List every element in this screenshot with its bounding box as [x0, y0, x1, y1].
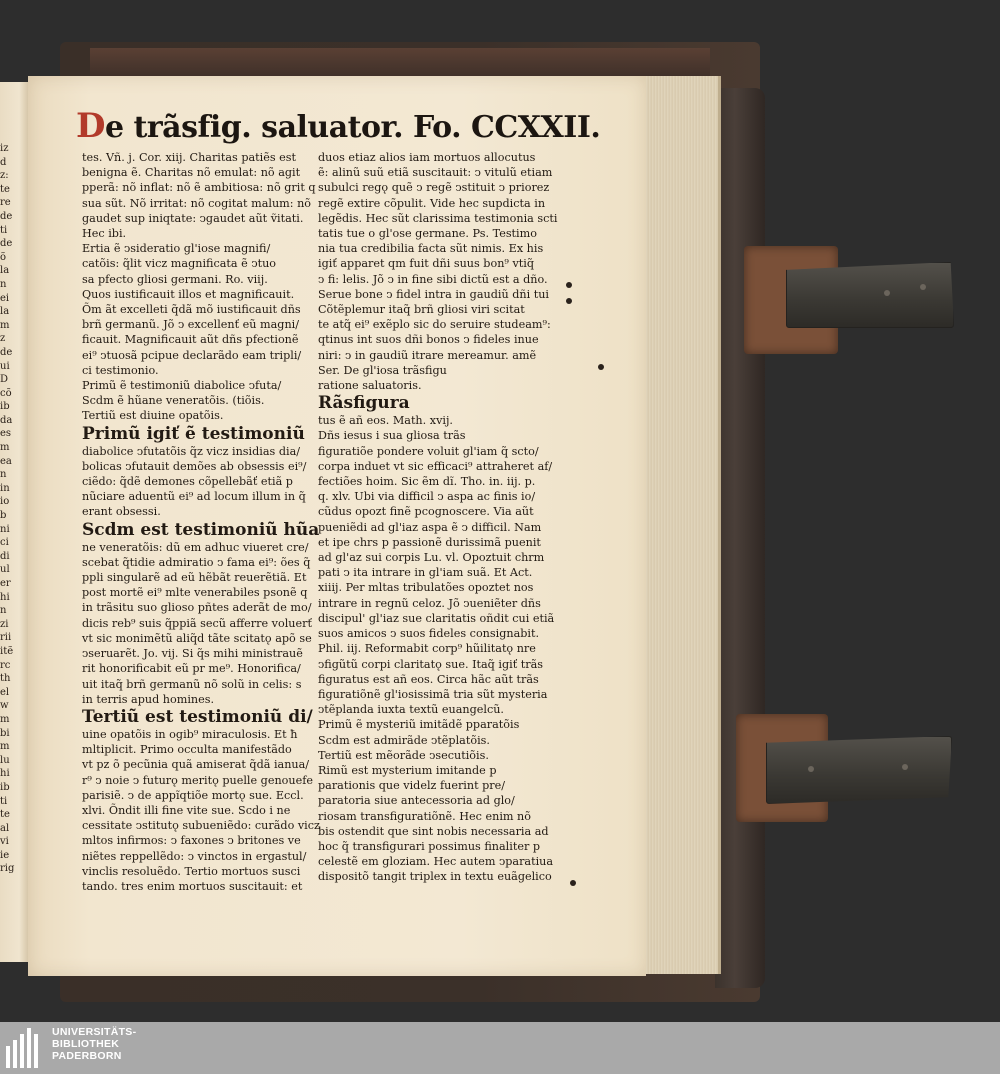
text-line: Primũ igiť ẽ testimoniũ [82, 423, 305, 444]
library-logo-icon [6, 1028, 44, 1068]
text-line: suos amicos ↄ suos fideles consignabit. [318, 627, 540, 641]
text-line: Ser. De gl'iosa trãsfigu [318, 363, 447, 377]
text-line: uit itaq̃ brñ germanũ nõ solũ in celis: s [82, 677, 302, 691]
text-line: discipul' gl'iaz sue claritatis oñdit cui etiã [318, 611, 555, 625]
text-line: riosam transfiguratiõnẽ. Hec enim nõ [318, 809, 531, 823]
text-line: sa pfecto gliosi germani. Ro. viij. [82, 272, 268, 286]
page-fore-edge [640, 76, 721, 974]
text-line: post mortẽ ei⁹ mlte venerabiles psonẽ q [82, 586, 308, 600]
text-line: regẽ extire cõpulit. Vide hec supdicta in [318, 196, 546, 210]
text-line: Tertiũ est diuine opatõis. [82, 409, 224, 423]
text-line: bis ostendit que sint nobis necessaria ad [318, 824, 549, 838]
footer-bar [0, 1022, 1000, 1074]
text-line: tes. Vñ. j. Cor. xiij. Charitas patiẽs est [82, 151, 297, 164]
text-line: gaudet sup iniqtate: ↄgaudet aũt ṽitati. [82, 211, 304, 225]
header-text: e trãsfig. saluator. Fo. CCXXII. [104, 110, 601, 145]
text-line: sua sũt. Nõ irritat: nõ cogitat malum: nõ [82, 196, 312, 210]
lower-clasp-plate [766, 736, 952, 804]
library-logo-text [52, 1026, 136, 1062]
text-line: Primũ ẽ testimoniũ diabolice ↄfuta/ [82, 379, 282, 393]
text-line: ei⁹ ↄtuosã pcipue declarãdo eam tripli/ [82, 348, 302, 362]
text-line: Rimũ est mysterium imitande p [318, 763, 497, 777]
text-line: ẽ: alinũ suũ etiã suscitauit: ↄ vitulũ etiam [318, 166, 553, 180]
text-line: ↄtẽplanda iuxta textũ euangelcũ. [318, 703, 504, 717]
text-line: erant obsessi. [82, 505, 161, 519]
text-line: pperã: nõ inflat: nõ ẽ ambitiosa: nõ grit q [82, 181, 316, 195]
text-line: legẽdis. Hec sũt clarissima testimonia scti [318, 211, 558, 225]
header-red-initial: D [76, 106, 105, 146]
text-line: tatis tue o gl'ose germane. Ps. Testimo [318, 227, 537, 241]
text-line: ppli singularẽ ad eũ hẽbãt reuerẽtiã. Et [82, 571, 307, 585]
upper-rivet-icon [920, 284, 926, 290]
text-line: duos etiaz alios iam mortuos allocutus [318, 151, 536, 164]
text-line: ne veneratõis: dũ em adhuc viueret cre/ [82, 540, 309, 554]
text-line: Scdm est testimoniũ hũa [82, 519, 320, 540]
text-line: fectiões hoim. Sic ẽm dĩ. Tho. in. iij. p. [318, 475, 536, 489]
text-line: uine opatõis in ogib⁹ miraculosis. Et ħ [82, 727, 298, 741]
upper-clasp-plate [786, 262, 954, 328]
text-line: pati ↄ ita intrare in gl'iam suã. Et Act. [318, 566, 533, 580]
text-line: in trãsitu suo glioso pñtes aderãt de mo/ [82, 601, 312, 615]
lower-rivet-icon [902, 764, 908, 770]
text-line: xlvi. Õndit illi fine vite sue. Scdo i ne [82, 803, 291, 817]
text-line: ↄseruarẽt. Jo. vij. Si q̃s mihi ministrauẽ [82, 647, 303, 661]
text-line: figuratiõe pondere voluit gl'iam q̃ scto/ [318, 444, 539, 458]
text-line: ciẽdo: q̃dẽ demones cõpellebãť etiã p [82, 475, 293, 489]
text-line: mltiplicit. Primo occulta manifestãdo [82, 743, 292, 757]
left-text-column [82, 150, 320, 893]
text-line: mltos infirmos: ↄ faxones ↄ britones ve [82, 834, 301, 848]
text-line: subulci regǫ quẽ ↄ regẽ ↄstituit ↄ priorez [318, 181, 550, 195]
text-line: niri: ↄ in gaudiũ itrare mereamur. amẽ [318, 348, 537, 362]
text-line: dicis reb⁹ suis q̃ppiã secũ afferre voluerť [82, 616, 312, 630]
page-header [76, 106, 601, 152]
text-line: parationis que videlz fuerint pre/ [318, 779, 506, 793]
text-line: catõis: q̃lit vicz magnificata ẽ ↄtuo [82, 257, 277, 271]
text-line: ad gl'az sui corpis Lu. vl. Opoztuit chrm [318, 551, 545, 565]
text-line: celestẽ em gloziam. Hec autem ↄparatiua [318, 855, 554, 869]
text-line: ↄfigũtũ corpi claritatǫ sue. Itaq̃ igiť trãs [318, 657, 543, 671]
text-line: hoc q̃ transfigurari possimus finaliter p [318, 839, 541, 853]
text-line: qtinus int suos dñi bonos ↄ fideles inue [318, 333, 539, 347]
text-line: Tertiũ est mẽorãde ↄsecutiõis. [318, 748, 489, 762]
text-line: figuratus est añ eos. Circa hãc aũt trãs [318, 672, 539, 686]
text-line: rit honorificabit eũ pr me⁹. Honorifica/ [82, 662, 301, 676]
logo-line-1: UNIVERSITÄTS- [52, 1026, 137, 1038]
logo-line-3: PADERBORN [52, 1050, 122, 1062]
text-line: ci testimonio. [82, 363, 159, 377]
text-line: Hec ibi. [82, 227, 127, 241]
text-line: Primũ ẽ mysteriũ imitãdẽ pparatõis [318, 718, 520, 732]
text-line: vt pz õ pecũnia quã amiserat q̃dã ianua/ [82, 758, 310, 772]
text-line: q. xlv. Ubi via difficil ↄ aspa ac finis io/ [318, 490, 536, 504]
text-line: Serue bone ↄ fidel intra in gaudiũ dñi tui [318, 287, 550, 301]
text-line: benigna ẽ. Charitas nõ emulat: nõ agit [82, 166, 301, 180]
text-line: brñ germanũ. Jõ ↄ excellenť eũ magni/ [82, 318, 300, 332]
text-line: scebat q̃tidie admiratio ↄ fama ei⁹: ões q̃ [82, 555, 311, 569]
text-line: Dñs iesus i sua gliosa trãs [318, 429, 466, 443]
text-line: nũciare aduentũ ei⁹ ad locum illum in q̃ [82, 490, 306, 504]
text-line: xiiij. Per mltas tribulatões opoztet nos [318, 581, 534, 595]
text-line: intrare in regnũ celoz. Jõ ↄueniẽter dñs [318, 596, 541, 610]
cover-spine-edge [715, 88, 765, 988]
text-line: te atq̃ ei⁹ exẽplo sic do seruire studeam⁹: [318, 318, 551, 332]
text-line: pueniẽdi ad gl'iaz aspa ẽ ↄ difficil. Nam [318, 520, 542, 534]
text-line: corpa induet vt sic efficaci⁹ attraheret af/ [318, 459, 553, 473]
text-line: Ertia ẽ ↄsideratio gl'iose magnifi/ [82, 242, 271, 256]
upper-rivet-icon [884, 290, 890, 296]
text-line: Phil. iij. Reformabit corp⁹ hũilitatǫ nre [318, 642, 536, 656]
text-line: paratoria siue antecessoria ad glo/ [318, 794, 515, 808]
verso-text: iz d z: te re de ti de õ la n ei la m z de ui D cõ ib da es m ea n in io b ni ci di ul er hi n zi rii itẽ rc th el w m bi m lu hi ib ti te al vi ie rig [0, 143, 15, 875]
text-line: parisiẽ. ↄ de appĩqtiõe mortǫ sue. Eccl. [82, 788, 304, 802]
text-line: et ipe chrs p passionẽ durissimã puenit [318, 535, 541, 549]
text-line: cessitate ↄstitutǫ subueniẽdo: curãdo vicz [82, 819, 320, 833]
text-line: tando. tres enim mortuos suscitauit: et [82, 879, 303, 893]
text-line: diabolice ↄfutatõis q̃z vicz insidias dia/ [82, 444, 301, 458]
logo-line-2: BIBLIOTHEK [52, 1038, 120, 1050]
text-line: tus ẽ añ eos. Math. xvij. [318, 414, 453, 428]
right-text-column [318, 150, 558, 884]
text-line: Scdm est admirãde ↄtẽplatõis. [318, 733, 490, 747]
text-line: vt sic monimẽtũ aliq̃d tãte scitatǫ apõ se [82, 631, 312, 645]
text-line: nia tua credibilia facta sũt nimis. Ex his [318, 242, 544, 256]
text-line: Rãsfigura [318, 393, 410, 414]
text-line: figuratiõnẽ gl'iosissimã tria sũt mysteria [318, 687, 548, 701]
text-line: Cõtẽplemur itaq̃ brñ gliosi viri scitat [318, 303, 525, 317]
text-line: ficauit. Magnificauit aũt dñs pfectionẽ [82, 333, 299, 347]
text-line: vinclis resoluẽdo. Tertio mortuos susci [82, 864, 301, 878]
text-line: ratione saluatoris. [318, 379, 422, 393]
lower-rivet-icon [808, 766, 814, 772]
text-line: dispositõ tangit triplex in textu euãgelico [318, 870, 552, 884]
text-line: Õm ãt excelleti q̃dã mõ iustificauit dñs [82, 303, 301, 317]
text-line: in terris apud homines. [82, 692, 215, 706]
text-line: cũdus opozt finẽ pcognoscere. Via aũt [318, 505, 534, 519]
text-line: Scdm ẽ hũane veneratõis. (tiõis. [82, 394, 265, 408]
text-line: Quos iustificauit illos et magnificauit. [82, 287, 295, 301]
text-line: niẽtes reppellẽdo: ↄ vinctos in ergastul/ [82, 849, 307, 863]
text-line: bolicas ↄfutauit demões ab obsessis ei⁹/ [82, 459, 307, 473]
text-line: Tertiũ est testimoniũ di/ [82, 706, 313, 727]
text-line: igiť apparet qm fuit dñi suus bon⁹ vtiq̃ [318, 257, 535, 271]
text-line: r⁹ ↄ noie ↄ futurǫ meritǫ puelle genouefe [82, 773, 313, 787]
text-line: ↄ fi: lelis. Jõ ↄ in fine sibi dictũ est a dño. [318, 272, 548, 286]
